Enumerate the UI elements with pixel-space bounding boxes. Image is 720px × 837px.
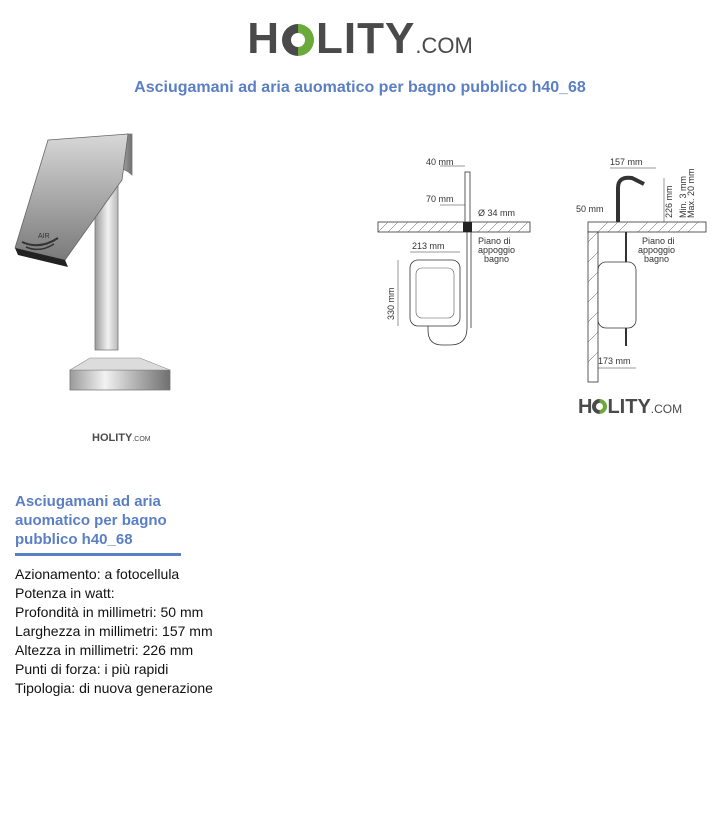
- spec-item: Azionamento: a fotocellula: [15, 566, 180, 582]
- piano-label-3: bagno: [484, 254, 510, 264]
- logo-tld: .COM: [415, 33, 473, 58]
- heading-divider: [15, 553, 181, 556]
- spec-item: Tipologia: di nuova generazione: [15, 680, 213, 696]
- logo-circle-icon: [282, 24, 314, 56]
- dim-34: Ø 34 mm: [478, 208, 516, 218]
- photo-logo: HOLITY.COM: [92, 432, 151, 444]
- product-heading: Asciugamani ad aria auomatico per bagno pubblico h40_68: [15, 493, 167, 548]
- drawing-logo-circle-icon: [592, 399, 607, 414]
- site-logo[interactable]: [0, 14, 720, 64]
- piano-label-right-2: appoggio: [638, 245, 676, 255]
- dim-min: Min. 3 mm: [678, 175, 688, 218]
- spec-item: Altezza in millimetri: 226 mm: [15, 642, 194, 658]
- dim-213: 213 mm: [412, 241, 445, 251]
- dim-226: 226 mm: [664, 185, 674, 218]
- dim-max: Max. 20 mm: [686, 168, 696, 218]
- air-badge: AIR: [38, 233, 50, 240]
- dim-330: 330 mm: [386, 287, 396, 320]
- logo-text-rest: LITY: [316, 14, 416, 63]
- spec-item: Potenza in watt:: [15, 585, 115, 601]
- spec-item: Punti di forza: i più rapidi: [15, 661, 169, 677]
- piano-label-1: Piano di: [478, 236, 511, 246]
- piano-label-right-3: bagno: [644, 254, 670, 264]
- piano-label-2: appoggio: [478, 245, 516, 255]
- dim-157: 157 mm: [610, 157, 643, 167]
- spec-list: [15, 565, 213, 698]
- dim-70: 70 mm: [426, 194, 454, 204]
- logo-text-h: H: [247, 14, 280, 63]
- dim-173: 173 mm: [598, 356, 631, 366]
- page-title: Asciugamani ad aria auomatico per bagno pubblico h40_68: [134, 79, 586, 96]
- drawing-logo: H LITY.COM: [578, 396, 683, 418]
- dim-50: 50 mm: [576, 204, 604, 214]
- product-photo: [10, 120, 180, 420]
- dim-40: 40 mm: [426, 157, 454, 167]
- spec-item: Profondità in millimetri: 50 mm: [15, 604, 204, 620]
- piano-label-right-1: Piano di: [642, 236, 675, 246]
- spec-item: Larghezza in millimetri: 157 mm: [15, 623, 213, 639]
- technical-drawing: [370, 150, 715, 390]
